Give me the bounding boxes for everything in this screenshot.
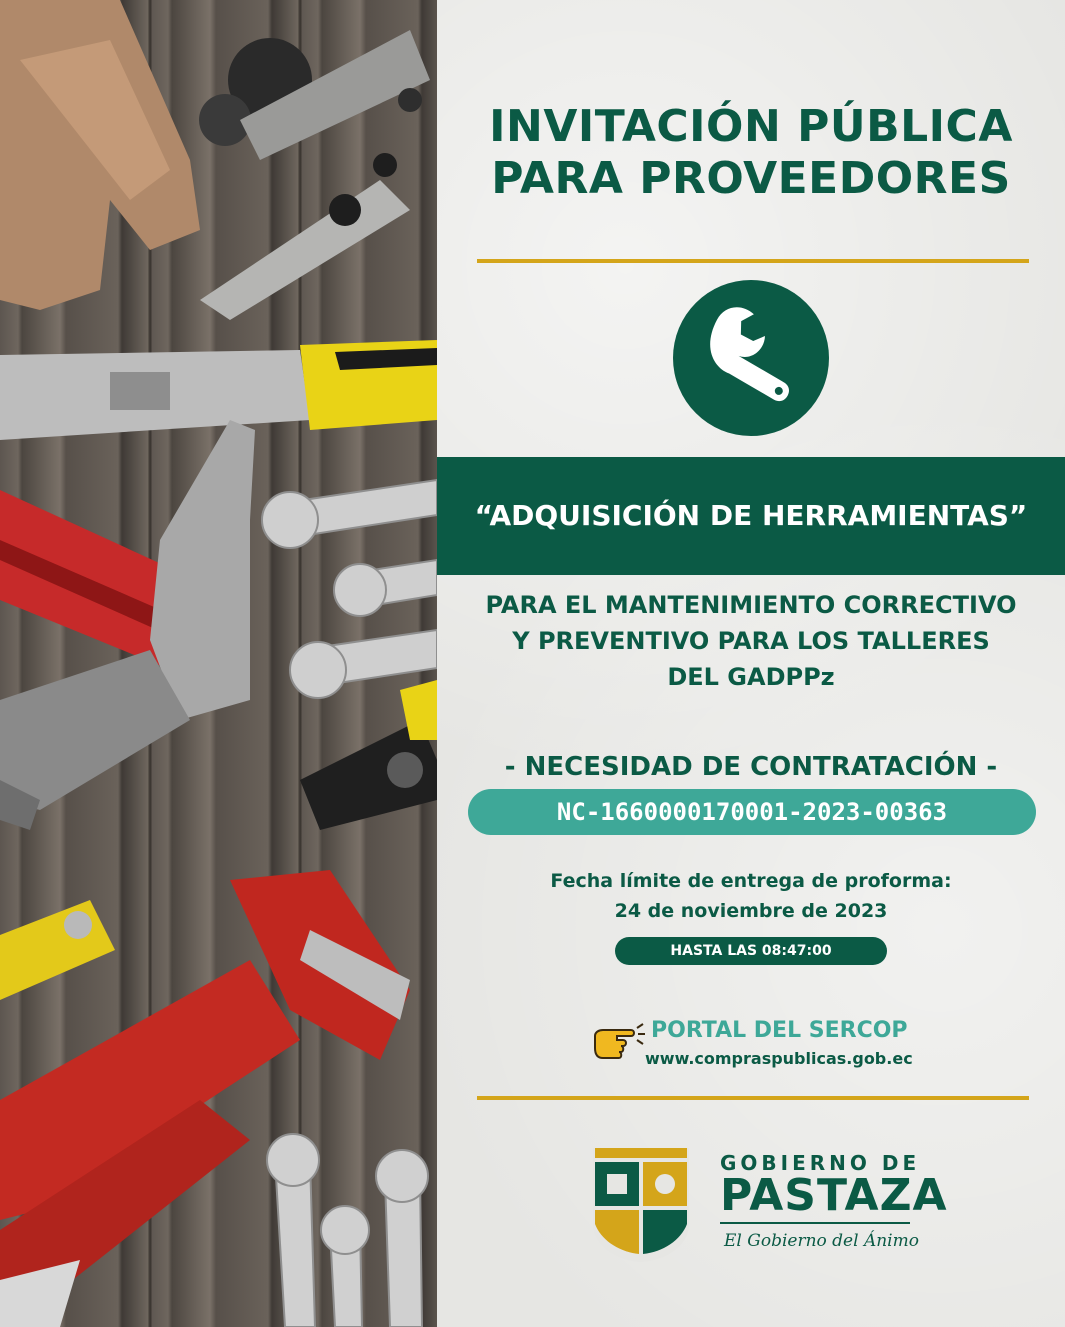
brand-tagline: El Gobierno del Ánimo — [724, 1231, 919, 1251]
tools-illustration — [0, 0, 437, 1327]
deadline-date: 24 de noviembre de 2023 — [614, 900, 888, 922]
deadline-time-badge: HASTA LAS 08:47:00 — [615, 937, 887, 965]
need-code-badge: NC-1660000170001-2023-00363 — [468, 789, 1036, 835]
description-line3: DEL GADPPz — [667, 663, 835, 691]
portal-title[interactable]: PORTAL DEL SERCOP — [651, 1018, 908, 1043]
portal-link-block[interactable] — [587, 1016, 927, 1076]
divider-top — [477, 259, 1029, 263]
description-line2: Y PREVENTIVO PARA LOS TALLERES — [512, 627, 990, 655]
need-label: - NECESIDAD DE CONTRATACIÓN - — [504, 752, 998, 782]
brand-divider — [720, 1222, 910, 1224]
tools-photo — [0, 0, 437, 1327]
procurement-title-banner: “ADQUISICIÓN DE HERRAMIENTAS” — [437, 457, 1065, 575]
pastaza-shield-logo — [591, 1144, 691, 1264]
brand-line1: GOBIERNO DE — [720, 1151, 921, 1175]
deadline-label: Fecha límite de entrega de proforma: — [550, 870, 952, 892]
wrench-icon-badge — [673, 280, 829, 436]
pointing-hand-icon — [591, 1022, 647, 1062]
page-title-line1: INVITACIÓN PÚBLICA — [489, 101, 1013, 152]
portal-url-link[interactable]: www.compraspublicas.gob.ec — [645, 1049, 913, 1068]
brand-line2: PASTAZA — [720, 1170, 948, 1221]
description-line1: PARA EL MANTENIMIENTO CORRECTIVO — [485, 591, 1017, 619]
divider-bottom — [477, 1096, 1029, 1100]
page-title-line2: PARA PROVEEDORES — [491, 153, 1011, 204]
content-panel — [437, 0, 1065, 1327]
wrench-icon — [673, 280, 829, 436]
